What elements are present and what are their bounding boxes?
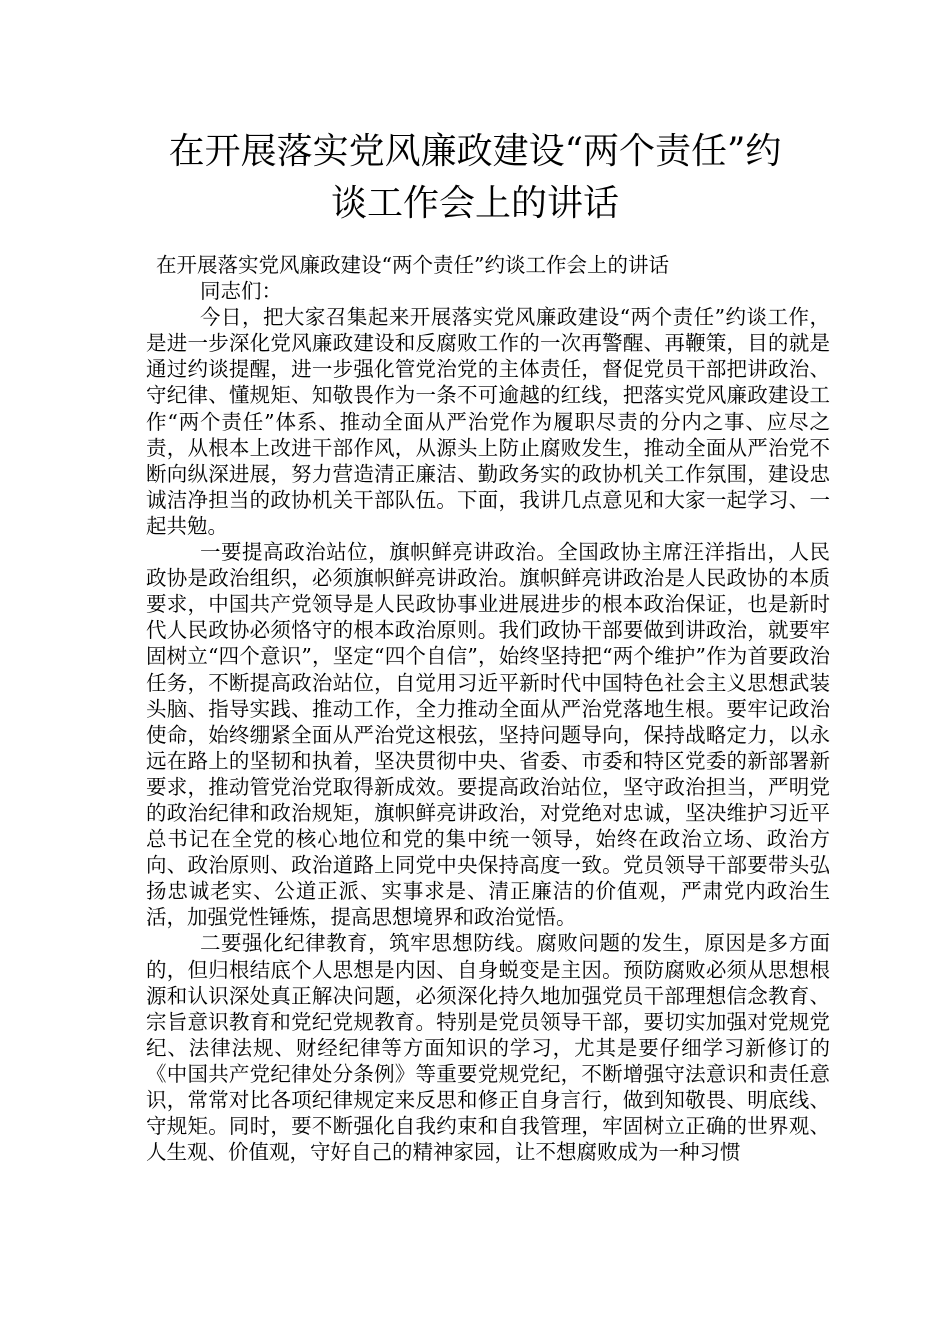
paragraph-1: 今日，把大家召集起来开展落实党风廉政建设“两个责任”约谈工作，是进一步深化党风廉政建设和反腐败工作的一次再警醒、再鞭策，目的就是通过约谈提醒，进一步强化管党治党的主体责任，督促党员干部把讲政治、守纪律、懂规矩、知敬畏作为一条不可逾越的红线，把落实党风廉政建设工作“两个责任”体系、推动全面从严治党作为履职尽责的分内之事、应尽之责，从根本上改进干部作风，从源头上防止腐败发生，推动全面从严治党不断向纵深进展，努力营造清正廉洁、勤政务实的政协机关工作氛围，建设忠诚洁净担当的政协机关干部队伍。下面，我讲几点意见和大家一起学习、一起共勉。 [146, 305, 830, 538]
paragraph-3: 二要强化纪律教育，筑牢思想防线。腐败问题的发生，原因是多方面的，但归根结底个人思想是内因、自身蜕变是主因。预防腐败必须从思想根源和认识深处真正解决问题，必须深化持久地加强党员干部理想信念教育、宗旨意识教育和党纪党规教育。特别是党员领导干部，要切实加强对党规党纪、法律法规、财经纪律等方面知识的学习，尤其是要仔细学习新修订的《中国共产党纪律处分条例》等重要党规党纪，不断增强守法意识和责任意识，常常对比各项纪律规定来反思和修正自身言行，做到知敬畏、明底线、守规矩。同时，要不断强化自我约束和自我管理，牢固树立正确的世界观、人生观、价值观，守好自己的精神家园，让不想腐败成为一种习惯 [146, 931, 830, 1165]
document-title-line-2: 谈工作会上的讲话 [330, 183, 619, 224]
document-body [146, 252, 830, 1165]
document-subtitle: 在开展落实党风廉政建设“两个责任”约谈工作会上的讲话 [156, 253, 669, 277]
document-title [140, 126, 810, 230]
document-title-line-1: 在开展落实党风廉政建设“两个责任”约 [168, 131, 782, 172]
greeting: 同志们： [200, 279, 282, 304]
paragraph-2: 一要提高政治站位，旗帜鲜亮讲政治。全国政协主席汪洋指出，人民政协是政治组织，必须旗帜鲜亮讲政治。旗帜鲜亮讲政治是人民政协的本质要求，中国共产党领导是人民政协事业进展进步的根本政治保证，也是新时代人民政协必须恪守的根本政治原则。我们政协干部要做到讲政治，就要牢固树立“四个意识”，坚定“四个自信”，始终坚持把“两个维护”作为首要政治任务，不断提高政治站位，自觉用习近平新时代中国特色社会主义思想武装头脑、指导实践、推动工作，全力推动全面从严治党落地生根。要牢记政治使命，始终绷紧全面从严治党这根弦，坚持问题导向，保持战略定力，以永远在路上的坚韧和执着，坚决贯彻中央、省委、市委和特区党委的新部署新要求，推动管党治党取得新成效。要提高政治站位，坚守政治担当，严明党的政治纪律和政治规矩，旗帜鲜亮讲政治，对党绝对忠诚，坚决维护习近平总书记在全党的核心地位和党的集中统一领导，始终在政治立场、政治方向、政治原则、政治道路上同党中央保持高度一致。党员领导干部要带头弘扬忠诚老实、公道正派、实事求是、清正廉洁的价值观，严肃党内政治生活，加强党性锤炼，提高思想境界和政治觉悟。 [146, 540, 830, 930]
